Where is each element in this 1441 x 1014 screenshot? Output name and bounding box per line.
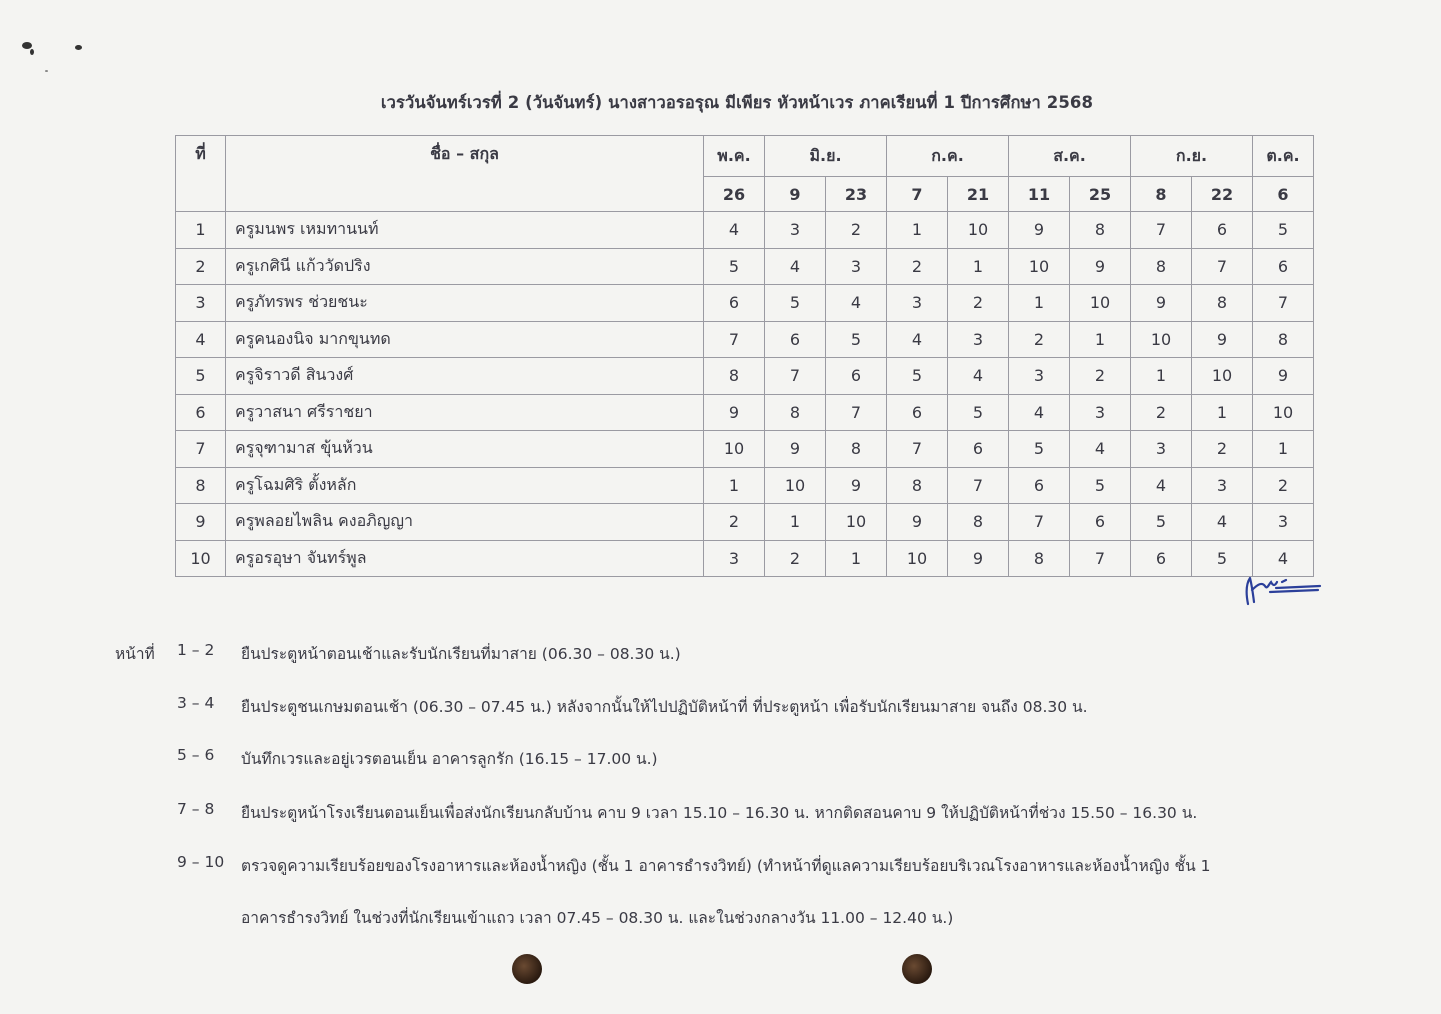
duty-number-cell: 7 xyxy=(1192,248,1253,285)
duty-number-cell: 8 xyxy=(887,467,948,504)
duty-range: 5 – 6 xyxy=(177,746,215,764)
row-number: 1 xyxy=(176,212,226,249)
duty-number-cell: 2 xyxy=(1131,394,1192,431)
row-number: 3 xyxy=(176,285,226,322)
duty-number-cell: 5 xyxy=(1070,467,1131,504)
duty-number-cell: 5 xyxy=(704,248,765,285)
duty-number-cell: 2 xyxy=(826,212,887,249)
duty-number-cell: 3 xyxy=(1253,504,1314,541)
duty-range: 9 – 10 xyxy=(177,853,225,871)
duty-number-cell: 3 xyxy=(1070,394,1131,431)
duty-number-cell: 9 xyxy=(1253,358,1314,395)
header-number: ที่ xyxy=(176,136,226,212)
duty-item xyxy=(177,800,1198,822)
duty-text: บันทึกเวรและอยู่เวรตอนเย็น อาคารลูกรัก (16.15 – 17.00 น.) xyxy=(241,750,658,768)
duty-item xyxy=(177,641,681,663)
signature xyxy=(1240,570,1330,610)
duty-number-cell: 7 xyxy=(1253,285,1314,322)
duty-number-cell: 8 xyxy=(1070,212,1131,249)
duty-number-cell: 1 xyxy=(948,248,1009,285)
duty-number-cell: 4 xyxy=(826,285,887,322)
month-header: พ.ค. xyxy=(704,136,765,177)
duty-number-cell: 7 xyxy=(765,358,826,395)
teacher-name: ครูมนพร เหมทานนท์ xyxy=(226,212,704,249)
duty-number-cell: 6 xyxy=(1009,467,1070,504)
duty-number-cell: 6 xyxy=(1131,540,1192,577)
duty-number-cell: 5 xyxy=(1009,431,1070,468)
ink-speck xyxy=(75,45,82,50)
duty-number-cell: 4 xyxy=(948,358,1009,395)
date-header: 11 xyxy=(1009,177,1070,212)
duty-number-cell: 10 xyxy=(1192,358,1253,395)
duty-number-cell: 5 xyxy=(887,358,948,395)
duty-number-cell: 4 xyxy=(1070,431,1131,468)
duty-range: 3 – 4 xyxy=(177,694,215,712)
duty-number-cell: 1 xyxy=(1009,285,1070,322)
duty-number-cell: 3 xyxy=(1009,358,1070,395)
teacher-name: ครูจุฑามาส ขุ้นห้วน xyxy=(226,431,704,468)
document-title: เวรวันจันทร์เวรที่ 2 (วันจันทร์) นางสาวอรอรุณ มีเพียร หัวหน้าเวร ภาคเรียนที่ 1 ปีการศึกษา 2568 xyxy=(380,93,1094,112)
duty-item xyxy=(177,694,1088,716)
duty-number-cell: 6 xyxy=(826,358,887,395)
date-header: 9 xyxy=(765,177,826,212)
duty-number-cell: 2 xyxy=(1070,358,1131,395)
row-number: 10 xyxy=(176,540,226,577)
duty-number-cell: 6 xyxy=(1253,248,1314,285)
duty-number-cell: 3 xyxy=(1192,467,1253,504)
duty-number-cell: 3 xyxy=(1131,431,1192,468)
duty-number-cell: 7 xyxy=(1070,540,1131,577)
duty-number-cell: 9 xyxy=(948,540,1009,577)
ink-speck xyxy=(45,70,48,72)
duty-number-cell: 7 xyxy=(826,394,887,431)
date-header: 21 xyxy=(948,177,1009,212)
date-header: 8 xyxy=(1131,177,1192,212)
ink-speck xyxy=(22,42,32,49)
duty-number-cell: 6 xyxy=(765,321,826,358)
duty-number-cell: 4 xyxy=(1131,467,1192,504)
duty-number-cell: 2 xyxy=(1009,321,1070,358)
duty-number-cell: 8 xyxy=(1192,285,1253,322)
table-row xyxy=(176,358,1314,395)
duty-number-cell: 1 xyxy=(1192,394,1253,431)
header-name: ชื่อ – สกุล xyxy=(226,136,704,212)
teacher-name: ครูอรอุษา จันทร์พูล xyxy=(226,540,704,577)
table-row xyxy=(176,504,1314,541)
duty-number-cell: 1 xyxy=(1070,321,1131,358)
date-header: 26 xyxy=(704,177,765,212)
row-number: 4 xyxy=(176,321,226,358)
duty-number-cell: 3 xyxy=(765,212,826,249)
teacher-name: ครูภัทรพร ช่วยชนะ xyxy=(226,285,704,322)
duty-number-cell: 10 xyxy=(826,504,887,541)
duty-number-cell: 6 xyxy=(1192,212,1253,249)
duty-number-cell: 2 xyxy=(1192,431,1253,468)
row-number: 8 xyxy=(176,467,226,504)
table-body xyxy=(176,212,1314,577)
date-header: 25 xyxy=(1070,177,1131,212)
duty-number-cell: 10 xyxy=(1253,394,1314,431)
duty-number-cell: 9 xyxy=(1131,285,1192,322)
teacher-name: ครูพลอยไพลิน คงอภิญญา xyxy=(226,504,704,541)
duty-number-cell: 2 xyxy=(948,285,1009,322)
duty-number-cell: 8 xyxy=(1009,540,1070,577)
table-row xyxy=(176,285,1314,322)
teacher-name: ครูเกศินี แก้ววัดปริง xyxy=(226,248,704,285)
duty-number-cell: 8 xyxy=(1253,321,1314,358)
duty-number-cell: 7 xyxy=(1131,212,1192,249)
table-row xyxy=(176,394,1314,431)
duty-number-cell: 1 xyxy=(887,212,948,249)
duty-number-cell: 1 xyxy=(704,467,765,504)
duty-number-cell: 5 xyxy=(1253,212,1314,249)
duty-number-cell: 9 xyxy=(887,504,948,541)
duty-number-cell: 1 xyxy=(765,504,826,541)
duty-number-cell: 1 xyxy=(826,540,887,577)
row-number: 7 xyxy=(176,431,226,468)
duty-number-cell: 8 xyxy=(948,504,1009,541)
ink-speck xyxy=(30,49,34,55)
table-row xyxy=(176,540,1314,577)
duty-number-cell: 10 xyxy=(704,431,765,468)
duty-number-cell: 6 xyxy=(948,431,1009,468)
duty-number-cell: 9 xyxy=(704,394,765,431)
duty-number-cell: 1 xyxy=(1253,431,1314,468)
duty-number-cell: 4 xyxy=(704,212,765,249)
duty-number-cell: 9 xyxy=(1192,321,1253,358)
duty-number-cell: 6 xyxy=(704,285,765,322)
duty-number-cell: 3 xyxy=(826,248,887,285)
duty-number-cell: 5 xyxy=(1192,540,1253,577)
duty-number-cell: 8 xyxy=(1131,248,1192,285)
date-header: 7 xyxy=(887,177,948,212)
duty-text: ยืนประตูหน้าตอนเช้าและรับนักเรียนที่มาสาย (06.30 – 08.30 น.) xyxy=(241,645,681,663)
duty-number-cell: 10 xyxy=(1009,248,1070,285)
duty-number-cell: 5 xyxy=(826,321,887,358)
duty-number-cell: 7 xyxy=(887,431,948,468)
duty-number-cell: 9 xyxy=(1070,248,1131,285)
duty-schedule-table xyxy=(175,135,1314,577)
row-number: 5 xyxy=(176,358,226,395)
duty-number-cell: 2 xyxy=(887,248,948,285)
duty-item xyxy=(177,853,1211,875)
duty-number-cell: 1 xyxy=(1131,358,1192,395)
month-header: ต.ค. xyxy=(1253,136,1314,177)
duty-number-cell: 10 xyxy=(1131,321,1192,358)
punch-hole-right xyxy=(902,954,932,984)
duty-range: 1 – 2 xyxy=(177,641,215,659)
duty-number-cell: 5 xyxy=(765,285,826,322)
table-row xyxy=(176,212,1314,249)
duty-number-cell: 4 xyxy=(887,321,948,358)
duty-number-cell: 9 xyxy=(1009,212,1070,249)
duty-number-cell: 4 xyxy=(1192,504,1253,541)
table-row xyxy=(176,431,1314,468)
duty-item xyxy=(177,746,658,768)
teacher-name: ครูคนองนิจ มากขุนทด xyxy=(226,321,704,358)
duty-text: ยืนประตูชนเกษมตอนเช้า (06.30 – 07.45 น.) หลังจากนั้นให้ไปปฏิบัติหน้าที่ ที่ประตูหน้า เพื่อรับนักเรียนมาสาย จนถึง 08.30 น. xyxy=(241,698,1088,716)
duty-number-cell: 5 xyxy=(1131,504,1192,541)
duty-number-cell: 2 xyxy=(1253,467,1314,504)
duty-number-cell: 6 xyxy=(887,394,948,431)
month-header-row xyxy=(176,136,1314,177)
duty-range: 7 – 8 xyxy=(177,800,215,818)
duty-number-cell: 8 xyxy=(704,358,765,395)
table-row xyxy=(176,248,1314,285)
row-number: 2 xyxy=(176,248,226,285)
duty-number-cell: 7 xyxy=(1009,504,1070,541)
duty-number-cell: 3 xyxy=(887,285,948,322)
duties-label: หน้าที่ xyxy=(115,645,155,663)
table-row xyxy=(176,321,1314,358)
duty-number-cell: 3 xyxy=(948,321,1009,358)
duty-number-cell: 10 xyxy=(765,467,826,504)
duty-number-cell: 4 xyxy=(765,248,826,285)
month-header: มิ.ย. xyxy=(765,136,887,177)
duty-number-cell: 4 xyxy=(1009,394,1070,431)
duty-number-cell: 3 xyxy=(704,540,765,577)
date-header: 6 xyxy=(1253,177,1314,212)
month-header: ก.ค. xyxy=(887,136,1009,177)
teacher-name: ครูจิราวดี สินวงศ์ xyxy=(226,358,704,395)
date-header: 22 xyxy=(1192,177,1253,212)
duty-number-cell: 7 xyxy=(704,321,765,358)
teacher-name: ครูวาสนา ศรีราชยา xyxy=(226,394,704,431)
punch-hole-left xyxy=(512,954,542,984)
duty-number-cell: 8 xyxy=(765,394,826,431)
duty-number-cell: 2 xyxy=(765,540,826,577)
duty-number-cell: 6 xyxy=(1070,504,1131,541)
duty-number-cell: 5 xyxy=(948,394,1009,431)
duty-number-cell: 9 xyxy=(765,431,826,468)
duty-number-cell: 9 xyxy=(826,467,887,504)
duty-text: ตรวจดูความเรียบร้อยของโรงอาหารและห้องน้ำหญิง (ชั้น 1 อาคารธำรงวิทย์) (ทำหน้าที่ดูแลความเรียบร้อยบริเวณโรงอาหารและห้องน้ำหญิง ชั้น 1 xyxy=(241,857,1211,875)
duty-number-cell: 7 xyxy=(948,467,1009,504)
table-row xyxy=(176,467,1314,504)
duty-number-cell: 10 xyxy=(887,540,948,577)
duty-text-continued: อาคารธำรงวิทย์ ในช่วงที่นักเรียนเข้าแถว เวลา 07.45 – 08.30 น. และในช่วงกลางวัน 11.00 – 12.40 น.) xyxy=(241,909,954,927)
duty-number-cell: 2 xyxy=(704,504,765,541)
duty-number-cell: 10 xyxy=(948,212,1009,249)
month-header: ก.ย. xyxy=(1131,136,1253,177)
teacher-name: ครูโฉมศิริ ตั้งหลัก xyxy=(226,467,704,504)
duty-number-cell: 4 xyxy=(1253,540,1314,577)
row-number: 6 xyxy=(176,394,226,431)
month-header: ส.ค. xyxy=(1009,136,1131,177)
row-number: 9 xyxy=(176,504,226,541)
date-header: 23 xyxy=(826,177,887,212)
duty-number-cell: 10 xyxy=(1070,285,1131,322)
duty-text: ยืนประตูหน้าโรงเรียนตอนเย็นเพื่อส่งนักเรียนกลับบ้าน คาบ 9 เวลา 15.10 – 16.30 น. หากติดสอนคาบ 9 ให้ปฏิบัติหน้าที่ช่วง 15.50 – 16.30 น. xyxy=(241,804,1198,822)
duty-number-cell: 8 xyxy=(826,431,887,468)
